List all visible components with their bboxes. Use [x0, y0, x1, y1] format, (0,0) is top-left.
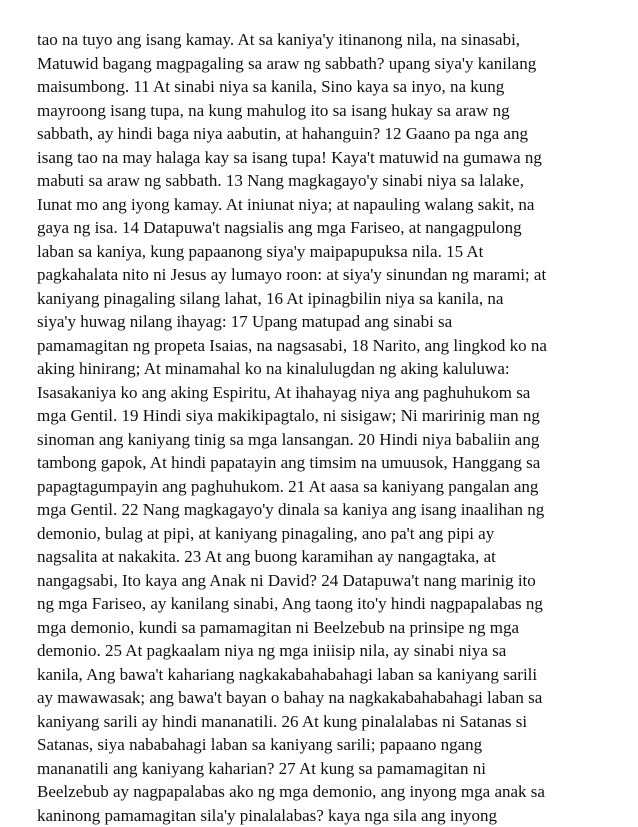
text-line: pagkahalata nito ni Jesus ay lumayo roon: at siya'y sinundan ng marami; at: [37, 263, 607, 287]
text-line: maisumbong. 11 At sinabi niya sa kanila, Sino kaya sa inyo, na kung: [37, 75, 607, 99]
text-line: isang tao na may halaga kay sa isang tupa! Kaya't matuwid na gumawa ng: [37, 146, 607, 170]
text-line: aking hinirang; At minamahal ko na kinalulugdan ng aking kaluluwa:: [37, 357, 607, 381]
text-line: papagtagumpayin ang paghuhukom. 21 At aasa sa kaniyang pangalan ang: [37, 475, 607, 499]
text-line: mga Gentil. 19 Hindi siya makikipagtalo, ni sisigaw; Ni maririnig man ng: [37, 404, 607, 428]
text-line: kaniyang pinagaling silang lahat, 16 At ipinagbilin niya sa kanila, na: [37, 287, 607, 311]
text-line: nagsalita at nakakita. 23 At ang buong karamihan ay nangagtaka, at: [37, 545, 607, 569]
text-line: kanila, Ang bawa't kahariang nagkakabahabahagi laban sa kaniyang sarili: [37, 663, 607, 687]
text-line: kaniyang sarili ay hindi mananatili. 26 At kung pinalalabas ni Satanas si: [37, 710, 607, 734]
text-line: ay mawawasak; ang bawa't bayan o bahay na nagkakabahabahagi laban sa: [37, 686, 607, 710]
text-line: pamamagitan ng propeta Isaias, na nagsasabi, 18 Narito, ang lingkod ko na: [37, 334, 607, 358]
text-line: kaninong pamamagitan sila'y pinalalabas? kaya nga sila ang inyong: [37, 804, 607, 827]
text-line: laban sa kaniya, kung papaanong siya'y maipapupuksa nila. 15 At: [37, 240, 607, 264]
text-line: tambong gapok, At hindi papatayin ang timsim na umuusok, Hanggang sa: [37, 451, 607, 475]
text-line: Isasakaniya ko ang aking Espiritu, At ihahayag niya ang paghuhukom sa: [37, 381, 607, 405]
text-line: demonio. 25 At pagkaalam niya ng mga iniisip nila, ay sinabi niya sa: [37, 639, 607, 663]
text-line: sabbath, ay hindi baga niya aabutin, at hahanguin? 12 Gaano pa nga ang: [37, 122, 607, 146]
body-text: [37, 28, 607, 827]
text-line: tao na tuyo ang isang kamay. At sa kaniya'y itinanong nila, na sinasabi,: [37, 28, 607, 52]
text-line: mayroong isang tupa, na kung mahulog ito sa isang hukay sa araw ng: [37, 99, 607, 123]
text-line: Matuwid bagang magpagaling sa araw ng sabbath? upang siya'y kanilang: [37, 52, 607, 76]
text-line: mabuti sa araw ng sabbath. 13 Nang magkagayo'y sinabi niya sa lalake,: [37, 169, 607, 193]
text-line: nangagsabi, Ito kaya ang Anak ni David? 24 Datapuwa't nang marinig ito: [37, 569, 607, 593]
text-line: ng mga Fariseo, ay kanilang sinabi, Ang taong ito'y hindi nagpapalabas ng: [37, 592, 607, 616]
text-line: Iunat mo ang iyong kamay. At iniunat niya; at napauling walang sakit, na: [37, 193, 607, 217]
text-line: mga Gentil. 22 Nang magkagayo'y dinala sa kaniya ang isang inaalihan ng: [37, 498, 607, 522]
text-line: gaya ng isa. 14 Datapuwa't nagsialis ang mga Fariseo, at nangagpulong: [37, 216, 607, 240]
text-line: Beelzebub ay nagpapalabas ako ng mga demonio, ang inyong mga anak sa: [37, 780, 607, 804]
text-line: mga demonio, kundi sa pamamagitan ni Beelzebub na prinsipe ng mga: [37, 616, 607, 640]
text-line: mananatili ang kaniyang kaharian? 27 At kung sa pamamagitan ni: [37, 757, 607, 781]
text-line: sinoman ang kaniyang tinig sa mga lansangan. 20 Hindi niya babaliin ang: [37, 428, 607, 452]
text-line: Satanas, siya nababahagi laban sa kaniyang sarili; papaano ngang: [37, 733, 607, 757]
text-line: demonio, bulag at pipi, at kaniyang pinagaling, ano pa't ang pipi ay: [37, 522, 607, 546]
text-line: siya'y huwag nilang ihayag: 17 Upang matupad ang sinabi sa: [37, 310, 607, 334]
